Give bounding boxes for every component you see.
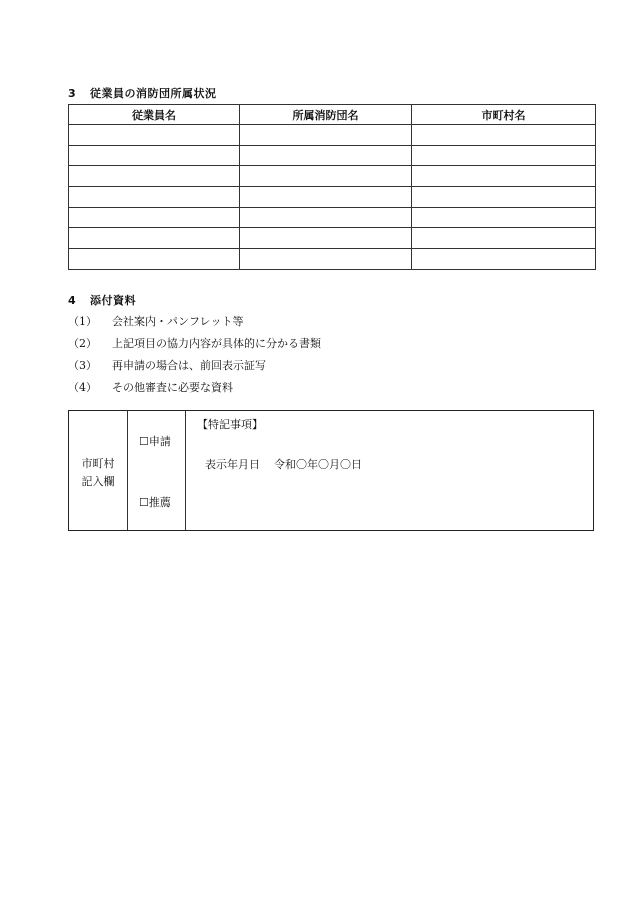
cell-municipality[interactable]	[412, 187, 596, 208]
list-item-text: 上記項目の協力内容が具体的に分かる書類	[112, 337, 321, 350]
list-item-text: その他審査に必要な資料	[112, 381, 233, 394]
cell-employee-name[interactable]	[69, 125, 240, 146]
list-item	[68, 355, 321, 377]
list-item-number: （4）	[68, 381, 97, 394]
table-row	[69, 187, 596, 208]
cell-employee-name[interactable]	[69, 228, 240, 249]
cell-fire-brigade[interactable]	[240, 125, 412, 146]
list-item-number: （1）	[68, 315, 97, 328]
cell-employee-name[interactable]	[69, 145, 240, 166]
apply-checkbox[interactable]: ☐申請	[139, 435, 171, 448]
table-header-row	[69, 105, 596, 125]
special-notes-heading: 【特記事項】	[197, 418, 263, 431]
cell-municipality[interactable]	[412, 166, 596, 187]
label-line-2: 記入欄	[81, 475, 115, 488]
list-item	[68, 311, 321, 333]
cell-municipality[interactable]	[412, 207, 596, 228]
cell-municipality[interactable]	[412, 249, 596, 270]
municipal-entry-label	[77, 455, 119, 491]
section4-number: 4	[68, 294, 77, 307]
employee-fire-brigade-table	[68, 104, 596, 270]
special-notes-area[interactable]	[187, 411, 593, 530]
cell-employee-name[interactable]	[69, 187, 240, 208]
display-date-value: 令和〇年〇月〇日	[274, 458, 362, 471]
table-row	[69, 166, 596, 187]
section3-title-text: 従業員の消防団所属状況	[90, 87, 217, 100]
section3-title	[68, 85, 217, 101]
cell-municipality[interactable]	[412, 228, 596, 249]
checkbox-column	[129, 411, 186, 530]
cell-fire-brigade[interactable]	[240, 207, 412, 228]
table-row	[69, 207, 596, 228]
display-date-label: 表示年月日	[205, 458, 260, 471]
cell-fire-brigade[interactable]	[240, 145, 412, 166]
header-employee-name: 従業員名	[69, 105, 240, 125]
cell-fire-brigade[interactable]	[240, 187, 412, 208]
table-row	[69, 249, 596, 270]
header-fire-brigade: 所属消防団名	[240, 105, 412, 125]
table-row	[69, 145, 596, 166]
list-item-number: （2）	[68, 337, 97, 350]
list-item-number: （3）	[68, 359, 97, 372]
section3-number: 3	[68, 87, 77, 100]
municipal-label-column	[69, 411, 128, 530]
list-item	[68, 377, 321, 399]
list-item-text: 会社案内・パンフレット等	[112, 315, 244, 328]
table-row	[69, 125, 596, 146]
label-line-1: 市町村	[81, 457, 115, 470]
recommend-checkbox[interactable]: ☐推薦	[139, 496, 171, 509]
cell-fire-brigade[interactable]	[240, 228, 412, 249]
cell-fire-brigade[interactable]	[240, 166, 412, 187]
cell-employee-name[interactable]	[69, 166, 240, 187]
display-date-line	[205, 456, 362, 472]
municipal-entry-box	[68, 410, 594, 531]
cell-municipality[interactable]	[412, 125, 596, 146]
section4-title-text: 添付資料	[90, 294, 136, 307]
attachment-list	[68, 311, 321, 399]
list-item-text: 再申請の場合は、前回表示証写	[112, 359, 266, 372]
cell-municipality[interactable]	[412, 145, 596, 166]
list-item	[68, 333, 321, 355]
header-municipality: 市町村名	[412, 105, 596, 125]
section4-title	[68, 292, 136, 308]
table-row	[69, 228, 596, 249]
cell-employee-name[interactable]	[69, 249, 240, 270]
cell-employee-name[interactable]	[69, 207, 240, 228]
cell-fire-brigade[interactable]	[240, 249, 412, 270]
